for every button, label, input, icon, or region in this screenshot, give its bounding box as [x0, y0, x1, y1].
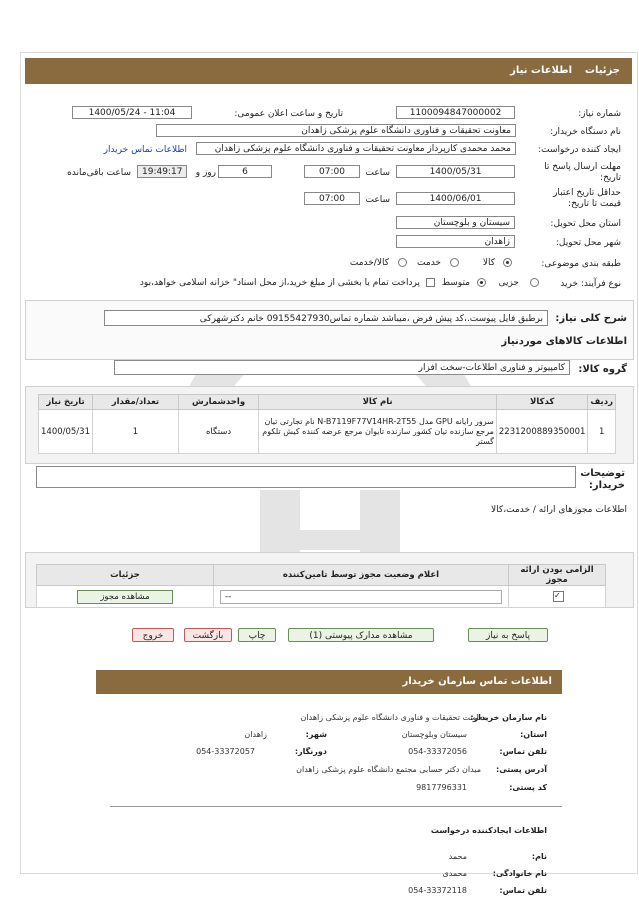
category-option-goods-service: کالا/خدمت: [349, 258, 389, 268]
contact-fax-value: 054-33372057: [196, 747, 255, 756]
process-option-medium: متوسط: [441, 278, 470, 288]
creator-family-label: نام خانوادگی:: [492, 869, 547, 878]
creator-name-label: نام:: [531, 852, 547, 861]
creator-name-value: محمد: [448, 852, 467, 861]
province-field: سیستان و بلوچستان: [396, 216, 515, 229]
validity-time-label: ساعت: [365, 195, 390, 205]
need-number-field: 1100094847000002: [396, 106, 515, 119]
buyer-org-field: معاونت تحقیقات و فناوری دانشگاه علوم پزشکی زاهدان: [156, 124, 516, 137]
tab-details[interactable]: جزئیات: [584, 65, 620, 76]
cell-date: 1400/05/31: [39, 410, 93, 454]
permit-required-checkbox: ✓: [553, 591, 564, 602]
contact-header: [96, 670, 562, 694]
buyer-contact-link[interactable]: اطلاعات تماس خریدار: [103, 145, 187, 155]
cell-code: 2231200889350001: [496, 410, 588, 454]
contact-title: اطلاعات تماس سازمان خریدار: [402, 676, 552, 687]
remaining-label: ساعت باقی‌مانده: [67, 168, 131, 178]
days-label: روز و: [195, 168, 216, 178]
creator-phone-label: تلفن تماس:: [499, 886, 547, 895]
validity-date-field: 1400/06/01: [396, 192, 515, 205]
remaining-time-field: 19:49:17: [137, 165, 187, 178]
need-number-label: شماره نیاز:: [578, 109, 621, 119]
contact-org-value: معاونت تحقیقات و فناوری دانشگاه علوم پزشکی زاهدان: [300, 713, 487, 722]
days-field: 6: [218, 165, 272, 178]
permit-status-field: --: [220, 590, 502, 604]
creator-field: محمد محمدی کارپرداز معاونت تحقیقات و فناوری دانشگاه علوم پزشکی زاهدان: [196, 142, 516, 155]
cell-qty: 1: [93, 410, 179, 454]
category-option-service: خدمت: [417, 258, 441, 268]
buyer-notes-field: [36, 466, 576, 488]
permits-title: اطلاعات مجوزهای ارائه / خدمت،کالا: [491, 505, 627, 515]
creator-family-value: محمدی: [442, 869, 467, 878]
category-radio-goods-service[interactable]: [398, 258, 407, 267]
tab-need-info[interactable]: اطلاعات نیاز: [510, 65, 572, 76]
buyer-notes-label: توضیحات خریدار:: [580, 468, 625, 491]
contact-divider: [110, 806, 562, 807]
process-radio-minor[interactable]: [530, 278, 539, 287]
province-label: استان محل تحویل:: [550, 219, 621, 229]
contact-org-label: نام سازمان خریدار:: [470, 713, 547, 722]
validity-time-field: 07:00: [304, 192, 360, 205]
city-field: زاهدان: [396, 235, 515, 248]
cell-row: 1: [588, 410, 616, 454]
exit-button[interactable]: خروج: [132, 628, 174, 642]
announce-field: 1400/05/24 - 11:04: [72, 106, 192, 119]
goods-group-label: گروه کالا:: [578, 364, 627, 375]
process-option-minor: جزیی: [498, 278, 519, 288]
goods-group-field: کامپیوتر و فناوری اطلاعات-سخت افزار: [114, 360, 570, 375]
contact-province-value: سیستان وبلوچستان: [401, 730, 467, 739]
permit-row: [37, 586, 606, 608]
col-name: نام کالا: [259, 395, 497, 410]
deadline-time-label: ساعت: [365, 168, 390, 178]
validity-label-2: قیمت تا تاریخ:: [568, 199, 621, 209]
summary-text: برطبق فایل پیوست.،کد پیش فرض ،میباشد شماره تماس09155427930 خانم دکترشهرکی: [104, 310, 548, 326]
cell-name: سرور رایانه GPU مدل N-B7119F77V14HR-2T55 نام تجارتی تیان مرجع سازنده تیان کشور سازنده تایوان مرجع عرضه کننده کیش تلکوم گستر: [259, 410, 497, 454]
col-unit: واحدشمارش: [178, 395, 259, 410]
view-permit-button[interactable]: مشاهده مجوز: [77, 590, 173, 604]
creator-info-title: اطلاعات ایجادکننده درخواست: [430, 826, 547, 835]
category-option-goods: کالا: [482, 258, 495, 268]
contact-phone-label: تلفن تماس:: [499, 747, 547, 756]
deadline-label-1: مهلت ارسال پاسخ تا: [544, 162, 621, 172]
print-button[interactable]: چاپ: [238, 628, 276, 642]
treasury-payment-checkbox[interactable]: [426, 278, 435, 287]
category-label: طبقه بندی موضوعی:: [541, 259, 621, 269]
deadline-date-field: 1400/05/31: [396, 165, 515, 178]
treasury-payment-note: پرداخت تمام یا بخشی از مبلغ خرید،از محل اسناد" خزانه اسلامی خواهد،بود: [139, 278, 420, 288]
permits-table: [36, 564, 606, 608]
process-label: نوع فرآیند: خرید: [560, 279, 621, 289]
cell-unit: دستگاه: [178, 410, 259, 454]
summary-panel: [25, 300, 634, 360]
contact-address-label: آدرس پستی:: [496, 765, 547, 774]
announce-label: تاریخ و ساعت اعلان عمومی:: [234, 109, 343, 119]
category-radio-goods[interactable]: [503, 258, 512, 267]
col-permit-required: الزامی بودن ارائه مجوز: [509, 565, 606, 586]
contact-province-label: استان:: [520, 730, 547, 739]
contact-phone-value: 054-33372056: [408, 747, 467, 756]
col-permit-status: اعلام وضعیت مجوز توسط تامین‌کننده: [214, 565, 509, 586]
col-code: کدکالا: [496, 395, 588, 410]
validity-label-1: حداقل تاریخ اعتبار: [553, 188, 621, 198]
category-radio-service[interactable]: [450, 258, 459, 267]
deadline-label-2: تاریخ:: [600, 173, 621, 183]
attachments-button[interactable]: مشاهده مدارک پیوستی (1): [288, 628, 434, 642]
goods-table: [38, 394, 616, 454]
contact-city-value: زاهدان: [244, 730, 267, 739]
table-row: [39, 410, 616, 454]
goods-title: اطلاعات کالاهای موردنیاز: [501, 336, 627, 347]
contact-address-value: میدان دکتر حسابی مجتمع دانشگاه علوم پزشکی زاهدان: [296, 765, 481, 774]
deadline-time-field: 07:00: [304, 165, 360, 178]
col-date: تاریخ نیاز: [39, 395, 93, 410]
contact-fax-label: دورنگار:: [294, 747, 327, 756]
back-button[interactable]: بازگشت: [184, 628, 232, 642]
reply-button[interactable]: پاسخ به نیاز: [468, 628, 548, 642]
contact-postal-value: 9817796331: [416, 783, 467, 792]
creator-phone-value: 054-33372118: [408, 886, 467, 895]
process-radio-medium[interactable]: [477, 278, 486, 287]
col-row: ردیف: [588, 395, 616, 410]
contact-postal-label: کد پستی:: [509, 783, 547, 792]
col-qty: تعداد/مقدار: [93, 395, 179, 410]
creator-label: ایجاد کننده درخواست:: [538, 145, 621, 155]
page-header: [25, 58, 632, 84]
city-label: شهر محل تحویل:: [555, 238, 621, 248]
contact-city-label: شهر:: [305, 730, 327, 739]
buyer-org-label: نام دستگاه خریدار:: [550, 127, 621, 137]
summary-label: شرح کلی نیاز:: [555, 313, 627, 324]
col-permit-details: جزئیات: [37, 565, 214, 586]
